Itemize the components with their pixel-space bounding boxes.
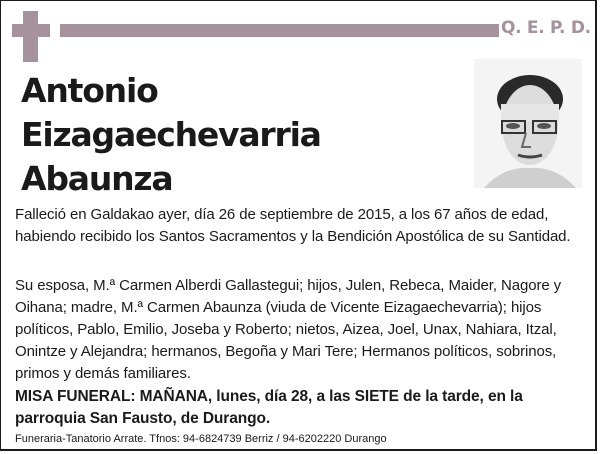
funeral-mass-paragraph: MISA FUNERAL: MAÑANA, lunes, día 28, a las SIETE de la tarde, en la parroquia San Fausto, de Durango. (15, 388, 523, 427)
portrait-icon (474, 59, 582, 188)
death-notice-paragraph: Falleció en Galdakao ayer, día 26 de septiembre de 2015, a los 67 años de edad, habiendo recibido los Santos Sacramentos y la Bendición Apostólica de su Santidad. (15, 206, 571, 245)
name-line-1: Antonio Eizagaechevarria (21, 71, 321, 154)
portrait-photo (474, 59, 582, 188)
qepd-label: Q. E. P. D. (501, 18, 591, 38)
deceased-name (21, 69, 461, 201)
name-line-2: Abaunza (21, 159, 173, 198)
cross-icon-arm (12, 24, 50, 37)
funeral-home-footer: Funeraria-Tanatorio Arrate. Tfnos: 94-6824739 Berriz / 94-6202220 Durango (15, 433, 387, 445)
family-paragraph: Su esposa, M.ª Carmen Alberdi Gallastegui; hijos, Julen, Rebeca, Maider, Nagore y Oihana; madre, M.ª Carmen Abaunza (viuda de Vicente Eizagaechevarria); hijos políticos, Pablo, Emilio, Joseba y Roberto; nietos, Aizea, Joel, Unax, Nahiara, Itzal, Onintze y Alejandra; hermanos, Begoña y Mari Tere; Hermanos políticos, sobrinos, primos y demás familiares. (15, 277, 562, 382)
header-rule (60, 24, 499, 37)
